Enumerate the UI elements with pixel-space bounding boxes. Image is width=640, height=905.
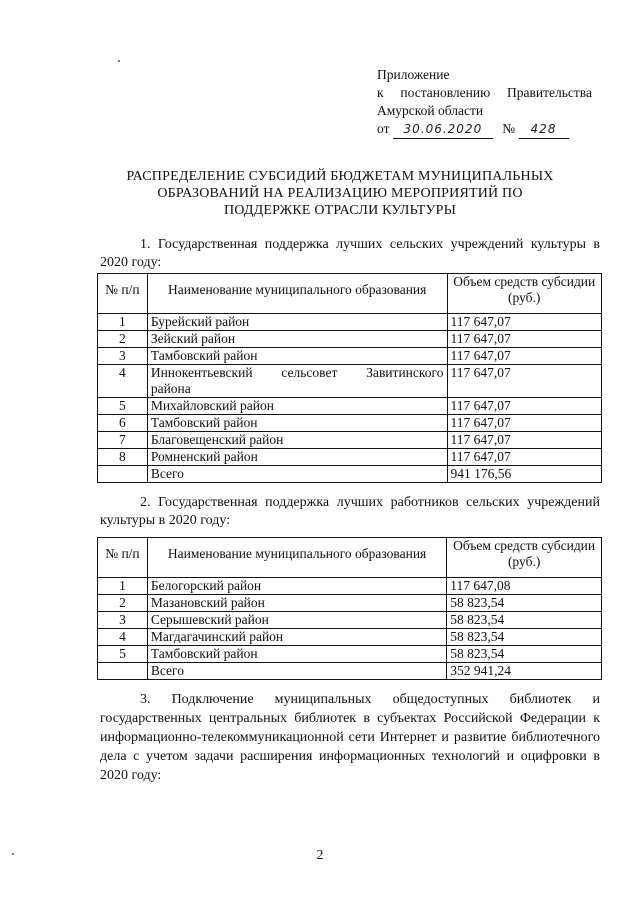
- row-num: 3: [98, 612, 148, 629]
- row-num: 3: [98, 348, 148, 365]
- table-row: [98, 432, 602, 449]
- total-amount: 352 941,24: [447, 663, 602, 680]
- row-name-word: Завитинского: [366, 365, 444, 380]
- header-name: Наименование муниципального образования: [147, 538, 446, 578]
- total-label: Всего: [147, 663, 446, 680]
- row-num: 2: [98, 595, 148, 612]
- row-name: Белогорский район: [147, 578, 446, 595]
- row-name: Ромненский район: [147, 449, 447, 466]
- row-amount: 117 647,07: [447, 415, 602, 432]
- row-name: [147, 365, 447, 398]
- row-name: Тамбовский район: [147, 348, 447, 365]
- table-total-row: [98, 663, 602, 680]
- table-row: [98, 449, 602, 466]
- row-amount: 58 823,54: [447, 646, 602, 663]
- handwritten-number: 428: [530, 122, 557, 136]
- appendix-word: к: [377, 85, 384, 100]
- total-amount: 941 176,56: [447, 466, 602, 483]
- table-row: [98, 348, 602, 365]
- row-amount: 117 647,07: [447, 432, 602, 449]
- table-row: [98, 646, 602, 663]
- row-num: 5: [98, 398, 148, 415]
- page-number: 2: [316, 848, 324, 863]
- table-row: [98, 331, 602, 348]
- row-num: 5: [98, 646, 148, 663]
- table-row: [98, 415, 602, 432]
- from-label: от: [377, 121, 390, 136]
- total-num-cell: [98, 663, 148, 680]
- row-name-word: сельсовет: [281, 365, 338, 380]
- row-name: Магдагачинский район: [147, 629, 446, 646]
- table-row: [98, 398, 602, 415]
- row-num: 1: [98, 314, 148, 331]
- row-name: Мазановский район: [147, 595, 446, 612]
- row-amount: 117 647,07: [447, 314, 602, 331]
- table-row: [98, 629, 602, 646]
- table-total-row: [98, 466, 602, 483]
- row-num: 7: [98, 432, 148, 449]
- row-name: Благовещенский район: [147, 432, 447, 449]
- row-name: Тамбовский район: [147, 415, 447, 432]
- row-name: Михайловский район: [147, 398, 447, 415]
- appendix-line: [377, 84, 592, 102]
- number-field: [519, 120, 569, 139]
- row-num: 2: [98, 331, 148, 348]
- appendix-date-line: [377, 120, 592, 139]
- number-label: №: [502, 121, 516, 136]
- header-amount: Объем средств субсидии (руб.): [447, 274, 602, 314]
- row-amount: 117 647,07: [447, 398, 602, 415]
- total-num-cell: [98, 466, 148, 483]
- table-row: [98, 314, 602, 331]
- row-name-word: Иннокентьевский: [150, 365, 253, 380]
- appendix-header: [377, 66, 592, 139]
- appendix-line: Амурской области: [377, 103, 484, 118]
- row-amount: 117 647,07: [447, 449, 602, 466]
- row-num: 4: [98, 629, 148, 646]
- header-amount: Объем средств субсидии (руб.): [447, 538, 602, 578]
- table-header-row: [98, 274, 602, 314]
- scan-speck: [118, 60, 120, 62]
- row-amount: 58 823,54: [447, 612, 602, 629]
- header-name: Наименование муниципального образования: [147, 274, 447, 314]
- row-name: Зейский район: [147, 331, 447, 348]
- row-amount: 117 647,07: [447, 331, 602, 348]
- row-name-line: района: [150, 381, 191, 396]
- row-name: Бурейский район: [147, 314, 447, 331]
- appendix-word: постановлению: [400, 85, 491, 100]
- row-amount: 58 823,54: [447, 595, 602, 612]
- section1-text: 1. Государственная поддержка лучших сельских учреждений культуры в 2020 году:: [100, 237, 600, 270]
- header-num: № п/п: [98, 274, 148, 314]
- table-row: [98, 595, 602, 612]
- row-name: Тамбовский район: [147, 646, 446, 663]
- total-label: Всего: [147, 466, 447, 483]
- section3-text: 3. Подключение муниципальных общедоступных библиотек и государственных центральных библиотек в субъектах Российской Федерации к информационно-телекоммуникационной сети Интернет и развитие библиотечного дела с учетом задачи расширения информационных технологий и оцифровки в 2020 году:: [100, 692, 600, 783]
- row-name-line: [151, 365, 444, 381]
- table-section2: [97, 537, 602, 680]
- table-header-row: [98, 538, 602, 578]
- row-num: 6: [98, 415, 148, 432]
- row-amount: 117 647,07: [447, 365, 602, 398]
- document-title: РАСПРЕДЕЛЕНИЕ СУБСИДИЙ БЮДЖЕТАМ МУНИЦИПАЛЬНЫХ ОБРАЗОВАНИЙ НА РЕАЛИЗАЦИЮ МЕРОПРИЯТИЙ ПО ПОДДЕРЖКЕ ОТРАСЛИ КУЛЬТУРЫ: [126, 169, 554, 218]
- row-num: 4: [98, 365, 148, 398]
- table-row: [98, 612, 602, 629]
- table-row: [98, 365, 602, 398]
- header-num: № п/п: [98, 538, 148, 578]
- appendix-line: Приложение: [377, 67, 450, 82]
- row-name: Серышевский район: [147, 612, 446, 629]
- table-section1: [97, 273, 602, 483]
- row-num: 8: [98, 449, 148, 466]
- appendix-word: Правительства: [507, 85, 592, 100]
- row-num: 1: [98, 578, 148, 595]
- table-row: [98, 578, 602, 595]
- row-amount: 117 647,07: [447, 348, 602, 365]
- row-amount: 58 823,54: [447, 629, 602, 646]
- date-field: [393, 120, 493, 139]
- handwritten-date: 30.06.2020: [403, 122, 483, 136]
- section2-text: 2. Государственная поддержка лучших работников сельских учреждений культуры в 2020 году:: [100, 495, 600, 528]
- row-amount: 117 647,08: [447, 578, 602, 595]
